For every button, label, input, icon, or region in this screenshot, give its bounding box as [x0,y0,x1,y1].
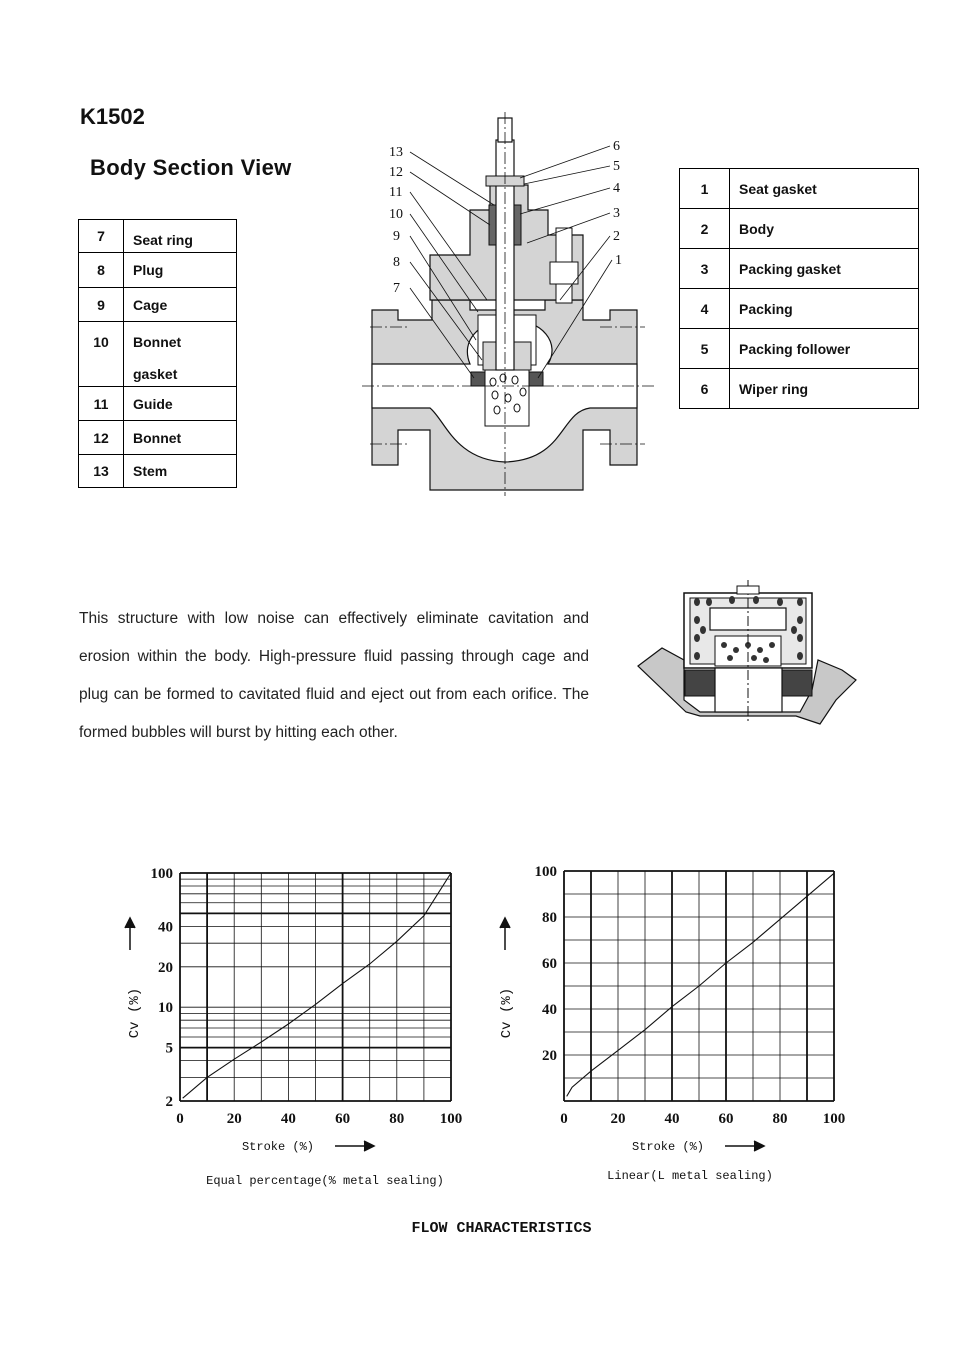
table-row [79,387,237,421]
x-tick-label: 20 [226,1111,242,1127]
callout-label: 7 [393,281,400,296]
part-name: Packing [730,289,919,329]
part-name: Plug [124,253,237,288]
part-name [124,322,237,387]
nut [550,262,578,284]
part-number: 1 [680,169,730,209]
x-axis-arrow [335,1141,374,1151]
callout-label: 10 [389,207,403,222]
x-tick-label: 20 [610,1111,626,1127]
part-name: Packing follower [730,329,919,369]
callout-label: 4 [613,181,620,196]
part-name-line1: Bonnet [133,334,182,350]
x-tick-label: 60 [718,1111,734,1127]
y-tick-label: 20 [542,1048,557,1064]
seat-gasket [471,372,485,386]
part-name: Cage [124,288,237,322]
y-axis-arrow [500,918,510,950]
y-axis-label: Cv (%) [127,987,143,1039]
table-row [79,421,237,455]
x-tick-label: 40 [280,1111,296,1127]
model-number: K1502 [80,104,145,129]
x-tick-label: 100 [439,1111,463,1127]
table-row [79,322,237,387]
x-tick-label: 100 [822,1111,846,1127]
callout-label: 6 [613,139,620,154]
y-axis-arrow [125,918,135,950]
y-tick-label: 80 [542,910,557,926]
y-tick-label: 100 [150,866,173,882]
table-row [680,209,919,249]
part-name: Guide [124,387,237,421]
x-axis-label: Stroke (%) [241,1140,315,1154]
table-row [79,253,237,288]
part-name: Wiper ring [730,369,919,409]
part-name: Stem [124,455,237,488]
y-tick-label: 5 [165,1040,173,1057]
part-number: 6 [680,369,730,409]
y-tick-label: 20 [158,959,173,976]
table-row [680,289,919,329]
part-number: 8 [79,253,124,288]
x-tick-label: 80 [389,1111,405,1127]
part-number: 2 [680,209,730,249]
part-name: Seat gasket [730,169,919,209]
callout-label: 8 [393,255,400,270]
chart-caption: Linear(L metal sealing) [607,1169,773,1183]
callout-label: 5 [613,159,620,174]
callout-label: 9 [393,229,400,244]
part-number: 7 [79,220,124,253]
callout-label: 3 [613,206,620,221]
table-row [79,220,237,253]
part-number: 9 [79,288,124,322]
flow-characteristics-title: FLOW CHARACTERISTICS [411,1220,592,1237]
y-tick-label: 100 [534,864,557,880]
cage-detail-drawing [636,578,858,728]
linear-chart [490,858,860,1190]
table-row [79,455,237,488]
part-number: 3 [680,249,730,289]
table-row [680,249,919,289]
valve-section-drawing [360,110,660,500]
table-row [680,329,919,369]
table-row [680,369,919,409]
table-row [79,288,237,322]
callout-label: 11 [389,185,403,200]
part-number: 13 [79,455,124,488]
y-tick-label: 40 [542,1002,557,1018]
part-name: Bonnet [124,421,237,455]
equal-percentage-chart [110,858,480,1190]
part-name-line2: gasket [133,366,178,382]
x-tick-label: 60 [335,1111,351,1127]
packing [489,205,496,245]
y-axis-label: Cv (%) [499,987,515,1039]
part-number: 11 [79,387,124,421]
description-text: This structure with low noise can effectively eliminate cavitation and erosion within the body. High-pressure fluid passing through cage and plug can be formed to cavitated fluid and eject out from each orifice. The formed bubbles will burst by hitting each other. [79,610,589,741]
table-row [680,169,919,209]
part-name: Seat ring [124,220,237,253]
parts-table-left [78,219,237,488]
part-number: 10 [79,322,124,387]
linear-curve [567,873,834,1096]
x-axis-arrow [725,1141,764,1151]
y-tick-label: 10 [158,1000,173,1017]
parts-table-right [679,168,919,409]
packing [514,205,521,245]
y-tick-label: 2 [165,1094,173,1110]
callout-label: 1 [615,253,622,268]
part-name: Packing gasket [730,249,919,289]
chart-caption: Equal percentage(% metal sealing) [206,1174,444,1188]
y-tick-label: 60 [542,956,557,972]
part-number: 4 [680,289,730,329]
x-tick-label: 40 [664,1111,680,1127]
x-axis-label: Stroke (%) [631,1140,705,1154]
x-tick-label: 0 [560,1111,568,1127]
x-tick-label: 80 [772,1111,788,1127]
part-number: 12 [79,421,124,455]
callout-label: 12 [389,165,403,180]
section-title: Body Section View [90,155,292,180]
callout-label: 13 [389,145,403,160]
callout-label: 2 [613,229,620,244]
equal-percentage-curve [183,873,451,1098]
x-tick-label: 0 [176,1111,184,1127]
y-tick-label: 40 [158,919,173,936]
part-number: 5 [680,329,730,369]
part-name: Body [730,209,919,249]
